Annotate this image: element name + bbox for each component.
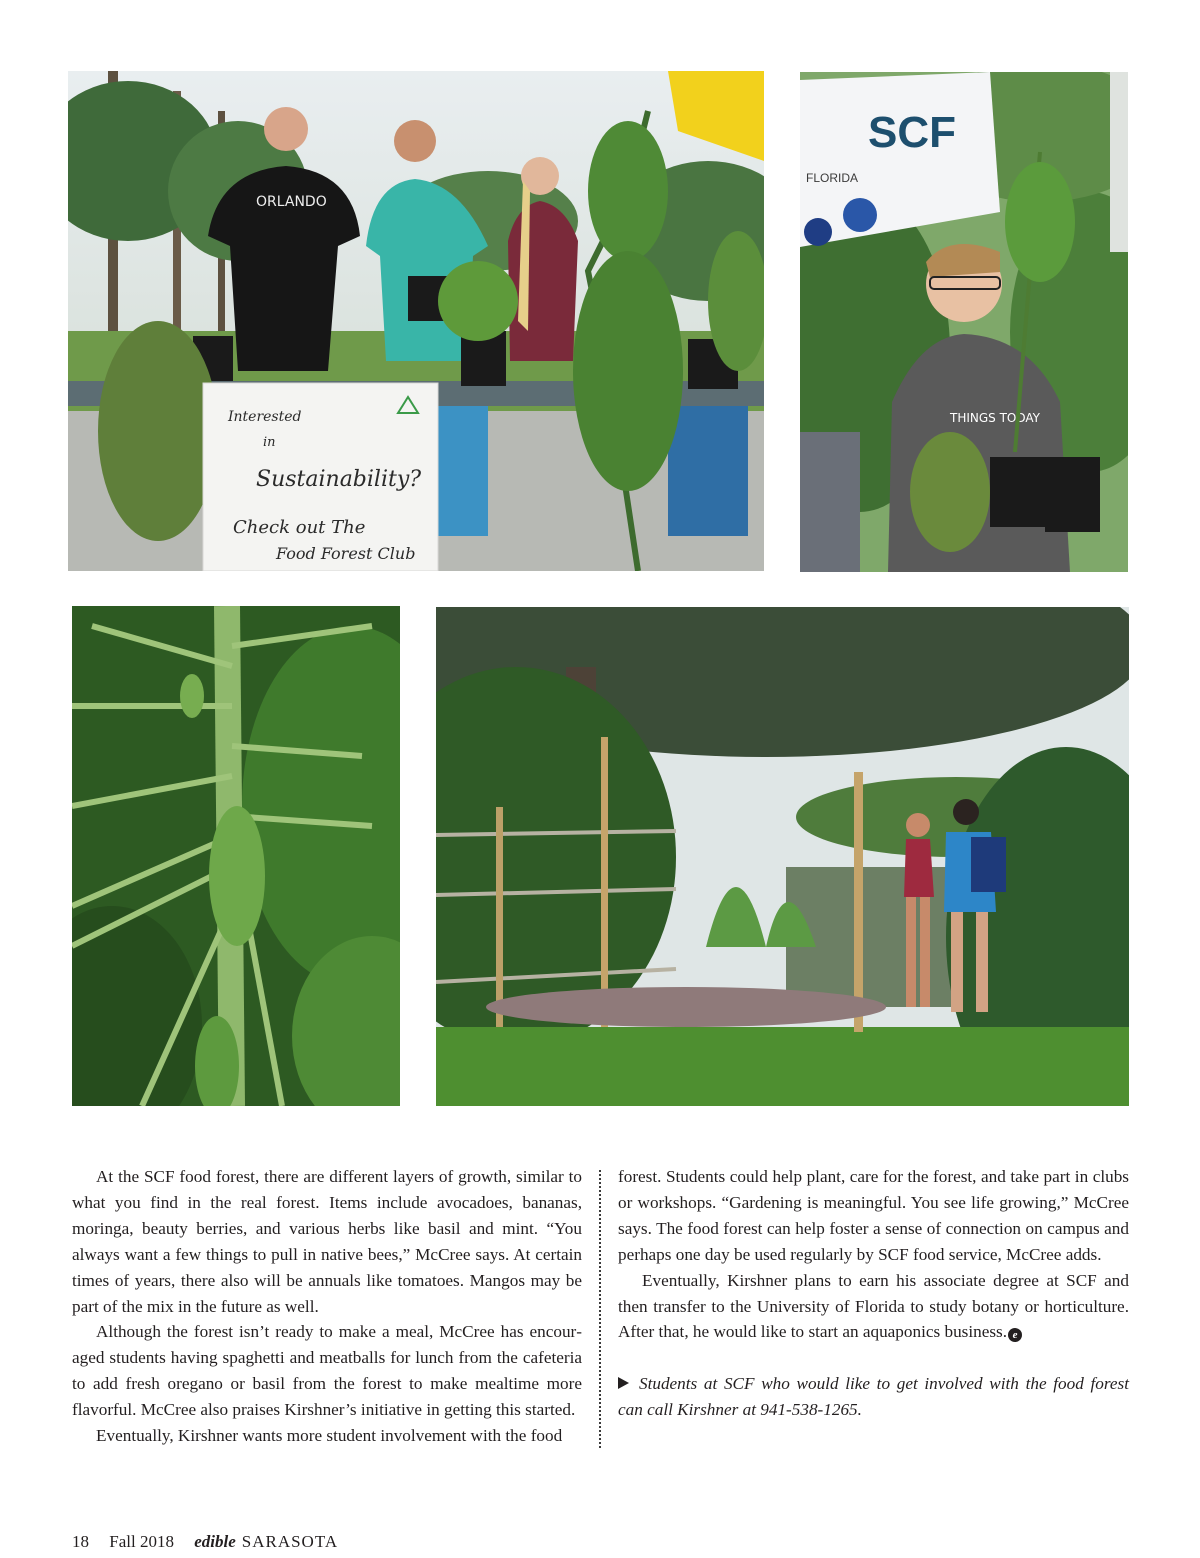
article-paragraph-final bbox=[618, 1268, 1129, 1346]
papaya-fruit bbox=[209, 806, 265, 946]
banner-text: FLORIDA bbox=[806, 171, 859, 185]
student-shirt-text: THINGS TODAY bbox=[950, 411, 1041, 425]
sign-line-5: Food Forest Club bbox=[276, 544, 416, 563]
triangle-bullet-icon bbox=[618, 1377, 629, 1389]
contact-note bbox=[618, 1371, 1129, 1423]
page-number: 18 bbox=[72, 1532, 89, 1551]
page-footer bbox=[72, 1531, 338, 1553]
article-paragraph: At the SCF food forest, there are different layers of growth, similar to what you find in the real forest. Items include avocadoes, bananas, moringa, beauty berries, and various herbs like basil and mint. “You always want a few things to pull in native bees,” McCree says. At certain times of years, there also will be annuals like tomatoes. Mangos may be part of the mix in the future as well. bbox=[72, 1167, 582, 1316]
shirt-text: ORLANDO bbox=[256, 194, 327, 210]
forest-photo bbox=[436, 607, 1129, 1106]
article-paragraph: Eventually, Kirshner wants more student involvement with the food bbox=[96, 1426, 563, 1446]
article-column-left bbox=[72, 1164, 582, 1449]
article-paragraph: Although the forest isn’t ready to make a meal, McCree has encouraged students having spaghetti and meatballs for lunch from the cafeteria to add fresh oregano or basil from the forest to make mealtime more flavorful. McCree also praises Kirshner’s initiative in getting this started. bbox=[72, 1322, 582, 1420]
club-sign bbox=[203, 383, 438, 571]
contact-note-text: Students at SCF who would like to get involved with the food forest can call Kirshner at 941-538-1265. bbox=[618, 1374, 1129, 1420]
article-final-text: Eventually, Kirshner plans to earn his associate degree at SCF and then transfer to the University of Florida to study botany or horticulture. After that, he would like to start an aquaponics business. bbox=[618, 1270, 1129, 1342]
student-photo-illustration bbox=[800, 72, 1128, 572]
seal-icon bbox=[843, 198, 877, 232]
column-divider bbox=[599, 1170, 601, 1448]
sign-line-1: Interested bbox=[228, 409, 302, 425]
papaya-photo bbox=[72, 606, 400, 1106]
end-mark-icon: e bbox=[1008, 1328, 1022, 1342]
student-photo bbox=[800, 72, 1128, 572]
scf-logo: SCF bbox=[868, 108, 956, 157]
seal-icon bbox=[804, 218, 832, 246]
article-column-right bbox=[618, 1164, 1129, 1423]
publication-name-italic: edible bbox=[194, 1532, 236, 1551]
papaya-photo-illustration bbox=[72, 606, 400, 1106]
booth-photo bbox=[68, 71, 764, 571]
article-paragraph: forest. Students could help plant, care for the forest, and take part in clubs or workshops. “Gardening is meaningful. You see life growing,” McCree says. The food forest can help foster a sense of connection on campus and perhaps one day be used regularly by SCF food service, McCree adds. bbox=[618, 1167, 1129, 1264]
publication-name-caps: SARASOTA bbox=[241, 1532, 339, 1551]
sign-line-2: in bbox=[263, 435, 276, 450]
sign-line-3: Sustainability? bbox=[256, 467, 422, 492]
booth-photo-illustration bbox=[68, 71, 764, 571]
sign-line-4: Check out The bbox=[233, 517, 366, 538]
student-maroon-top bbox=[508, 201, 578, 361]
forest-photo-illustration bbox=[436, 607, 1129, 1106]
issue-label: Fall 2018 bbox=[109, 1532, 174, 1551]
